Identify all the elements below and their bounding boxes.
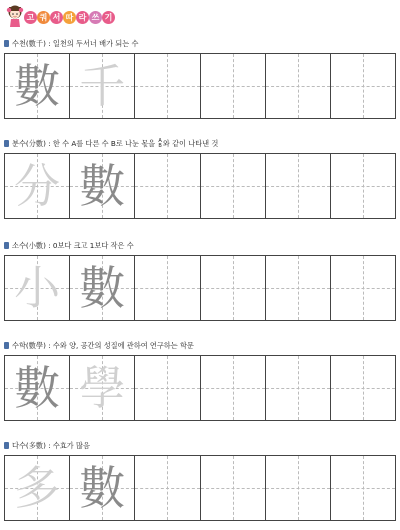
model-character: 數 — [14, 59, 61, 113]
worksheet-logo — [6, 4, 116, 28]
bullet-icon — [4, 242, 9, 249]
word-hanja: 多數 — [28, 441, 44, 450]
word-label: 분수(分數) : 한 수 A를 다른 수 B로 나눈 몫을 A B 와 같이 나타낸 것 — [4, 137, 218, 151]
model-character: 數 — [79, 159, 126, 213]
logo-char: 쿼 — [37, 11, 50, 24]
grid-cell[interactable] — [331, 456, 396, 520]
bullet-icon — [4, 442, 9, 449]
grid-cell[interactable] — [201, 456, 266, 520]
fraction-numerator: A — [158, 138, 162, 144]
model-character: 數 — [79, 261, 126, 315]
logo-char: 서 — [50, 11, 63, 24]
grid-cell[interactable] — [266, 456, 331, 520]
girl-mascot-icon — [6, 4, 24, 28]
model-character: 數 — [14, 361, 61, 415]
trace-character: 學 — [79, 361, 126, 415]
word: 수학 — [12, 341, 26, 350]
word: 소수 — [12, 241, 26, 250]
grid-cell[interactable] — [70, 54, 135, 118]
grid-cell[interactable] — [70, 256, 135, 320]
fraction-denominator: B — [158, 143, 162, 149]
bullet-icon — [4, 342, 9, 349]
grid-cell[interactable] — [201, 54, 266, 118]
grid-cell[interactable] — [266, 154, 331, 218]
grid-cell[interactable] — [135, 154, 200, 218]
word-definition: : 일천의 두서너 배가 되는 수 — [48, 39, 139, 48]
word-hanja: 小數 — [28, 241, 44, 250]
grid-cell[interactable] — [331, 54, 396, 118]
word-hanja: 數千 — [28, 39, 44, 48]
grid-cell[interactable] — [201, 256, 266, 320]
word-label: 다수(多數) : 수효가 많음 — [4, 439, 90, 453]
grid-cell[interactable] — [331, 154, 396, 218]
word-hanja: 數學 — [28, 341, 44, 350]
grid-cell[interactable] — [201, 154, 266, 218]
grid-cell[interactable] — [135, 356, 200, 420]
writing-grid — [4, 153, 396, 219]
word-definition: : 수효가 많음 — [48, 441, 90, 450]
grid-cell[interactable] — [135, 54, 200, 118]
grid-cell[interactable] — [70, 456, 135, 520]
writing-grid — [4, 255, 396, 321]
logo-char: 라 — [76, 11, 89, 24]
fraction — [158, 139, 161, 149]
grid-cell[interactable] — [135, 456, 200, 520]
writing-grid — [4, 355, 396, 421]
grid-cell[interactable] — [5, 456, 70, 520]
grid-cell[interactable] — [135, 256, 200, 320]
word: 분수 — [12, 139, 26, 148]
bullet-icon — [4, 140, 9, 147]
word-definition-end: 와 같이 나타낸 것 — [162, 139, 219, 148]
word: 수천 — [12, 39, 26, 48]
trace-character: 多 — [14, 461, 61, 515]
model-character: 數 — [79, 461, 126, 515]
grid-cell[interactable] — [5, 154, 70, 218]
writing-grid — [4, 455, 396, 521]
grid-cell[interactable] — [201, 356, 266, 420]
word: 다수 — [12, 441, 26, 450]
grid-cell[interactable] — [266, 54, 331, 118]
grid-cell[interactable] — [5, 356, 70, 420]
word-definition: : 수와 양, 공간의 성질에 관하여 연구하는 학문 — [48, 341, 194, 350]
grid-cell[interactable] — [331, 256, 396, 320]
grid-cell[interactable] — [5, 256, 70, 320]
logo-char: 기 — [102, 11, 115, 24]
bullet-icon — [4, 40, 9, 47]
grid-cell[interactable] — [5, 54, 70, 118]
word-label: 수학(數學) : 수와 양, 공간의 성질에 관하여 연구하는 학문 — [4, 339, 194, 353]
trace-character: 小 — [14, 261, 61, 315]
word-definition: : 한 수 A를 다른 수 B로 나눈 몫을 — [48, 139, 156, 148]
writing-grid — [4, 53, 396, 119]
grid-cell[interactable] — [266, 256, 331, 320]
word-label: 소수(小數) : 0보다 크고 1보다 작은 수 — [4, 239, 134, 253]
grid-cell[interactable] — [70, 356, 135, 420]
logo-char: 고 — [24, 11, 37, 24]
grid-cell[interactable] — [331, 356, 396, 420]
logo-char: 따 — [63, 11, 76, 24]
word-hanja: 分數 — [28, 139, 44, 148]
trace-character: 千 — [79, 59, 126, 113]
grid-cell[interactable] — [70, 154, 135, 218]
word-label: 수천(數千) : 일천의 두서너 배가 되는 수 — [4, 37, 138, 51]
word-definition: : 0보다 크고 1보다 작은 수 — [48, 241, 134, 250]
trace-character: 分 — [14, 159, 61, 213]
logo-char: 쓰 — [89, 11, 102, 24]
grid-cell[interactable] — [266, 356, 331, 420]
